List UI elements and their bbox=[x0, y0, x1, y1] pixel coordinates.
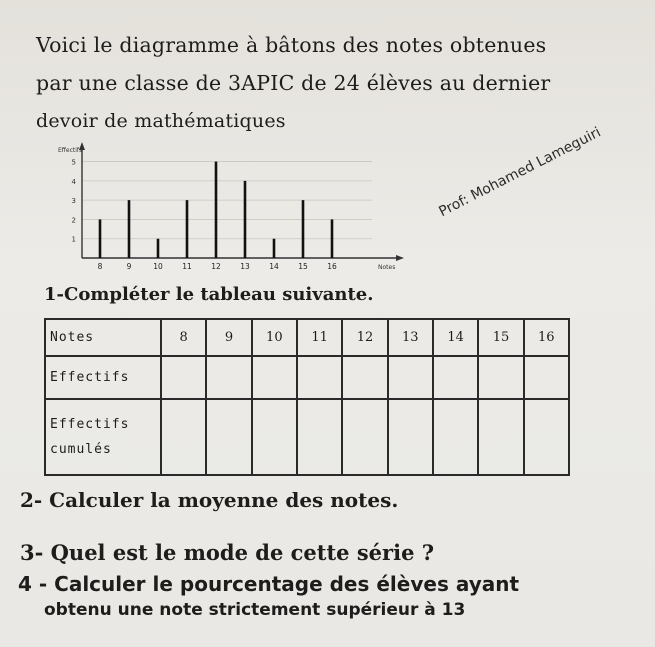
x-tick-label: 11 bbox=[182, 262, 192, 271]
blank-cell[interactable] bbox=[388, 399, 433, 475]
blank-cell[interactable] bbox=[433, 399, 478, 475]
table-note-16: 16 bbox=[524, 319, 569, 356]
x-tick-label: 9 bbox=[126, 262, 132, 271]
bar-chart-svg bbox=[44, 140, 404, 288]
question-4-line-2: obtenu une note strictement supérieur à 13 bbox=[44, 600, 466, 620]
frequency-table bbox=[44, 318, 570, 476]
table-label-effectifs-cumules bbox=[45, 399, 161, 475]
table-note-11: 11 bbox=[297, 319, 342, 356]
teacher-credit: Prof: Mohamed Lameguiri bbox=[436, 124, 604, 221]
question-4-line-1: 4 - Calculer le pourcentage des élèves ayant bbox=[18, 572, 520, 596]
blank-cell[interactable] bbox=[161, 356, 206, 399]
y-axis-label: Effectifs bbox=[58, 147, 83, 154]
table-row-notes bbox=[45, 319, 569, 356]
x-tick-label: 13 bbox=[240, 262, 250, 271]
x-tick-label: 15 bbox=[298, 262, 308, 271]
blank-cell[interactable] bbox=[297, 399, 342, 475]
question-2: 2- Calculer la moyenne des notes. bbox=[20, 488, 399, 512]
blank-cell[interactable] bbox=[342, 356, 387, 399]
y-tick-label: 1 bbox=[71, 235, 76, 244]
x-axis-arrow bbox=[396, 255, 404, 261]
intro-text bbox=[36, 26, 636, 140]
bar-chart bbox=[44, 140, 404, 288]
x-tick-label: 14 bbox=[269, 262, 279, 271]
table-note-8: 8 bbox=[161, 319, 206, 356]
table-note-9: 9 bbox=[206, 319, 251, 356]
label-line-1: Effectifs bbox=[50, 417, 130, 432]
table-header-notes: Notes bbox=[45, 319, 161, 356]
blank-cell[interactable] bbox=[388, 356, 433, 399]
table-note-15: 15 bbox=[478, 319, 523, 356]
label-line-2: cumulés bbox=[50, 442, 112, 457]
blank-cell[interactable] bbox=[206, 399, 251, 475]
y-tick-label: 3 bbox=[71, 197, 76, 206]
x-tick-label: 12 bbox=[211, 262, 221, 271]
question-1: 1-Compléter le tableau suivante. bbox=[44, 284, 374, 305]
blank-cell[interactable] bbox=[524, 356, 569, 399]
table-note-13: 13 bbox=[388, 319, 433, 356]
x-axis-label: Notes bbox=[378, 264, 396, 271]
blank-cell[interactable] bbox=[524, 399, 569, 475]
blank-cell[interactable] bbox=[297, 356, 342, 399]
intro-line-1: Voici le diagramme à bâtons des notes obtenues bbox=[36, 33, 547, 57]
table-label-effectifs: Effectifs bbox=[45, 356, 161, 399]
blank-cell[interactable] bbox=[433, 356, 478, 399]
blank-cell[interactable] bbox=[206, 356, 251, 399]
blank-cell[interactable] bbox=[478, 356, 523, 399]
blank-cell[interactable] bbox=[161, 399, 206, 475]
intro-line-2: par une classe de 3APIC de 24 élèves au dernier bbox=[36, 71, 551, 95]
blank-cell[interactable] bbox=[478, 399, 523, 475]
table-note-12: 12 bbox=[342, 319, 387, 356]
intro-line-3: devoir de mathématiques bbox=[36, 110, 286, 132]
y-tick-label: 4 bbox=[71, 177, 76, 186]
x-tick-label: 8 bbox=[97, 262, 103, 271]
x-tick-label: 10 bbox=[153, 262, 163, 271]
x-tick-label: 16 bbox=[327, 262, 337, 271]
table-note-14: 14 bbox=[433, 319, 478, 356]
y-tick-label: 2 bbox=[71, 216, 76, 225]
blank-cell[interactable] bbox=[252, 356, 297, 399]
question-3: 3- Quel est le mode de cette série ? bbox=[20, 540, 435, 565]
table-row-effectifs bbox=[45, 356, 569, 399]
y-tick-label: 5 bbox=[71, 158, 76, 167]
blank-cell[interactable] bbox=[252, 399, 297, 475]
blank-cell[interactable] bbox=[342, 399, 387, 475]
table-row-effectifs-cumules bbox=[45, 399, 569, 475]
table-note-10: 10 bbox=[252, 319, 297, 356]
